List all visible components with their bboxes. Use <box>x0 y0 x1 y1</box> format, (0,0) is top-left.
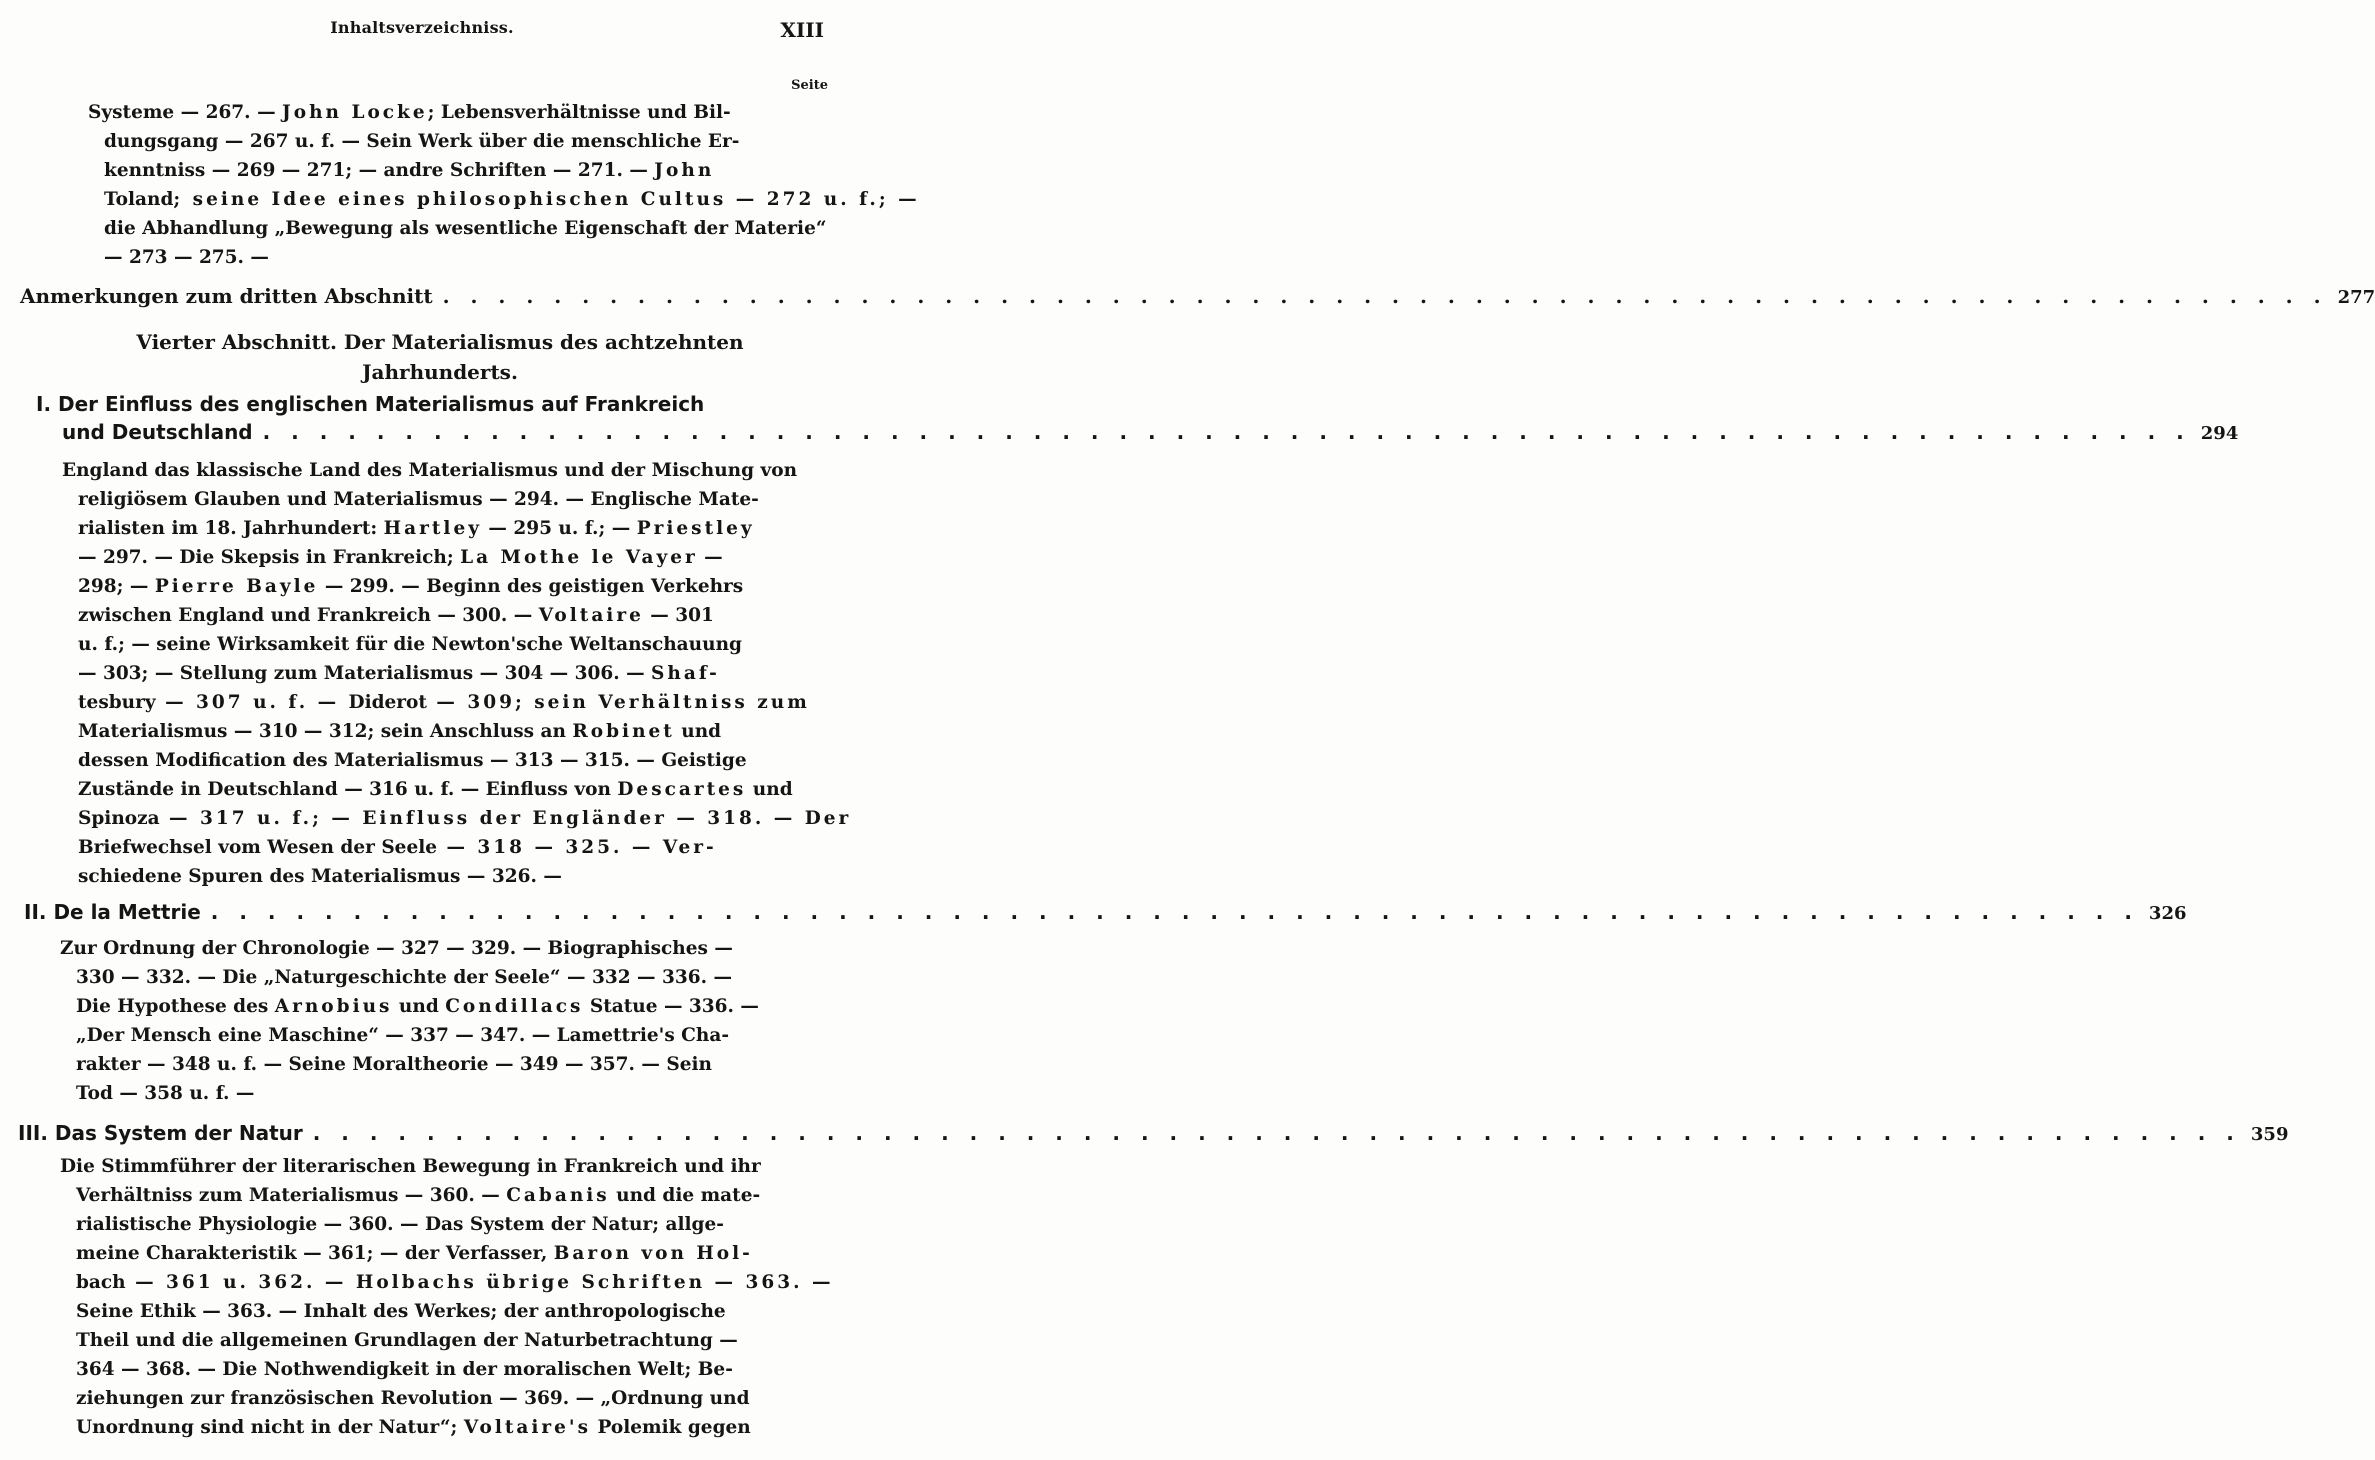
intro-paragraph <box>88 98 920 272</box>
emphasized-name: Shaf- <box>651 663 720 684</box>
text-line <box>62 630 770 659</box>
text-segment: — 297. — Die Skepsis in Frankreich; <box>78 547 461 568</box>
toc-entry-anmerkungen[interactable] <box>20 284 2375 308</box>
text-line <box>60 1268 834 1297</box>
text-segment: Toland <box>104 189 174 210</box>
text-segment: tesbury <box>78 692 156 713</box>
emphasized-name: Baron von Hol- <box>553 1243 753 1264</box>
text-segment: kenntniss — 269 — 271; — andre Schriften — 271. — <box>104 160 655 181</box>
toc-entry-label: III. Das System der Natur <box>18 1121 303 1145</box>
text-segment: Systeme — 267. — <box>88 102 283 123</box>
text-segment: 330 — 332. — Die „Naturgeschichte der Seele“ — 332 — 336. — <box>76 967 732 988</box>
text-segment: — <box>697 547 723 568</box>
emphasized-name: Voltaire's <box>463 1417 592 1438</box>
toc-entry-label: II. De la Mettrie <box>24 900 201 924</box>
text-line <box>88 214 827 243</box>
text-segment: „Der Mensch eine Maschine“ — 337 — 347. — Lamettrie's Cha- <box>76 1025 730 1046</box>
section-heading-line: Jahrhunderts. <box>362 360 518 384</box>
emphasized-name: Pierre Bayle <box>154 576 319 597</box>
text-segment: Verhältniss zum Materialismus — 360. — <box>76 1185 507 1206</box>
text-line <box>60 1384 764 1413</box>
text-line <box>62 746 770 775</box>
text-segment: und <box>746 779 793 800</box>
text-line <box>60 1079 764 1108</box>
emphasized-name: Priestley <box>636 518 755 539</box>
toc-entry-section-2[interactable] <box>24 900 2187 924</box>
text-segment: Statue — 336. — <box>583 996 759 1017</box>
text-line <box>88 127 770 156</box>
text-segment: Theil und die allgemeinen Grundlagen der Naturbetrachtung — <box>76 1330 738 1351</box>
emphasized-name: La Mothe le Vayer <box>460 547 698 568</box>
text-segment: zwischen England und Frankreich — 300. — <box>78 605 539 626</box>
emphasized-name: Robinet <box>572 721 675 742</box>
text-line <box>62 862 770 891</box>
text-line <box>60 934 764 963</box>
text-segment: schiedene Spuren des Materialismus — 326. — <box>78 866 562 887</box>
text-line <box>60 1021 764 1050</box>
text-line <box>62 572 770 601</box>
text-segment: 364 — 368. — Die Nothwendigkeit in der moralischen Welt; Be- <box>76 1359 733 1380</box>
text-segment: Briefwechsel vom Wesen der Seele <box>78 837 438 858</box>
toc-entry-page: 294 <box>2200 423 2239 444</box>
text-segment: England das klassische Land des Materialismus und der Mischung von <box>62 460 798 481</box>
running-head <box>0 18 844 46</box>
text-line <box>60 1050 764 1079</box>
text-segment: dungsgang — 267 u. f. — Sein Werk über die menschliche Er- <box>104 131 740 152</box>
toc-entry-section-3[interactable] <box>18 1121 2289 1145</box>
text-segment: religiösem Glauben und Materialismus — 294. — Englische Mate- <box>78 489 759 510</box>
text-line <box>62 688 810 717</box>
text-segment: und <box>674 721 722 742</box>
text-segment: — 273 — 275. — <box>104 247 269 268</box>
leader-dots <box>211 900 2139 924</box>
text-line <box>62 804 852 833</box>
section-2-summary <box>60 934 764 1108</box>
text-line <box>88 243 770 272</box>
text-line <box>62 485 770 514</box>
section-heading-line: Vierter Abschnitt. Der Materialismus des achtzehnten <box>136 330 744 354</box>
text-segment: u. f.; — seine Wirksamkeit für die Newton'sche Weltanschauung <box>78 634 742 655</box>
text-segment: Die Hypothese des <box>76 996 275 1017</box>
text-segment: Zustände in Deutschland — 316 u. f. — Einfluss von <box>78 779 618 800</box>
leader-dots <box>313 1121 2241 1145</box>
text-line <box>62 717 770 746</box>
text-line <box>60 1326 764 1355</box>
text-segment: Die Stimmführer der literarischen Bewegung in Frankreich und ihr <box>60 1156 761 1177</box>
emphasized-name: — 309; sein Verhältniss zum <box>426 692 810 713</box>
text-line <box>60 1152 764 1181</box>
text-line <box>62 514 770 543</box>
leader-dots <box>263 420 2191 444</box>
text-segment: und <box>392 996 446 1017</box>
text-line <box>60 992 764 1021</box>
text-line <box>88 156 770 185</box>
text-line <box>62 833 770 862</box>
text-line <box>62 775 793 804</box>
text-segment: und die mate- <box>609 1185 761 1206</box>
emphasized-name: ; seine Idee eines philosophischen Cultus — 272 u. f.; — <box>173 189 920 210</box>
text-segment: — 301 <box>643 605 714 626</box>
toc-entry-page: 359 <box>2250 1124 2289 1145</box>
text-segment: rakter — 348 u. f. — Seine Moraltheorie — 349 — 357. — Sein <box>76 1054 712 1075</box>
toc-entry-label: und Deutschland <box>62 420 253 444</box>
text-segment: Tod — 358 u. f. — <box>76 1083 255 1104</box>
text-line <box>60 1181 764 1210</box>
text-line <box>62 543 770 572</box>
emphasized-name: Condillacs <box>445 996 584 1017</box>
text-line <box>60 1239 764 1268</box>
text-line <box>62 456 798 485</box>
text-line <box>60 1355 764 1384</box>
emphasized-name: — 318 — 325. — Ver- <box>437 837 717 858</box>
text-segment: 298; — <box>78 576 155 597</box>
section-1-summary <box>62 456 852 891</box>
text-line <box>60 1210 764 1239</box>
section-3-summary <box>60 1152 834 1442</box>
emphasized-name: Cabanis <box>506 1185 610 1206</box>
text-segment: Zur Ordnung der Chronologie — 327 — 329. — Biographisches — <box>60 938 733 959</box>
emphasized-name: Descartes <box>617 779 747 800</box>
emphasized-name: John Locke <box>282 102 428 123</box>
toc-entry-page: 326 <box>2148 903 2187 924</box>
text-segment: bach <box>76 1272 126 1293</box>
text-segment: Seine Ethik — 363. — Inhalt des Werkes; der anthropologische <box>76 1301 726 1322</box>
text-line <box>60 1297 764 1326</box>
toc-entry-page: 277 <box>2337 287 2375 308</box>
running-title: Inhaltsverzeichniss. <box>330 18 514 37</box>
text-segment: dessen Modification des Materialismus — 313 — 315. — Geistige <box>78 750 747 771</box>
emphasized-name: — 361 u. 362. — Holbachs übrige Schriften — 363. — <box>125 1272 834 1293</box>
emphasized-name: Voltaire <box>538 605 644 626</box>
text-segment: Materialismus — 310 — 312; sein Anschluss an <box>78 721 573 742</box>
emphasized-name: — 307 u. f. — <box>155 692 349 713</box>
text-segment: — 303; — Stellung zum Materialismus — 304 — 306. — <box>78 663 652 684</box>
text-segment: Diderot <box>348 692 427 713</box>
text-segment: — 299. — Beginn des geistigen Verkehrs <box>318 576 744 597</box>
text-line <box>62 601 770 630</box>
emphasized-name: Hartley <box>383 518 482 539</box>
text-segment: rialistische Physiologie — 360. — Das System der Natur; allge- <box>76 1214 724 1235</box>
text-line <box>60 1413 764 1442</box>
emphasized-name: Arnobius <box>274 996 393 1017</box>
emphasized-name: — 317 u. f.; — Einfluss der Engländer — 318. — Der <box>159 808 852 829</box>
text-segment: rialisten im 18. Jahrhundert: <box>78 518 384 539</box>
text-line <box>88 98 770 127</box>
toc-entry-label: Anmerkungen zum dritten Abschnitt <box>20 284 433 308</box>
seite-label: Seite <box>791 78 828 93</box>
text-segment: ; Lebensverhältnisse und Bil- <box>427 102 731 123</box>
text-line <box>62 659 770 688</box>
text-segment: Unordnung sind nicht in der Natur“; <box>76 1417 464 1438</box>
text-segment: ziehungen zur französischen Revolution — 369. — „Ordnung und <box>76 1388 750 1409</box>
text-segment: Spinoza <box>78 808 160 829</box>
text-segment: die Abhandlung „Bewegung als wesentliche Eigenschaft der Materie“ <box>104 218 827 239</box>
text-line <box>88 185 920 214</box>
page-number: XIII <box>780 18 824 42</box>
text-segment: Polemik gegen <box>591 1417 751 1438</box>
emphasized-name: John <box>654 160 715 181</box>
text-segment: meine Charakteristik — 361; — der Verfasser, <box>76 1243 554 1264</box>
leader-dots <box>443 284 2328 308</box>
chapter-title-line: I. Der Einfluss des englischen Materialismus auf Frankreich <box>36 392 705 416</box>
text-segment: — 295 u. f.; — <box>481 518 637 539</box>
text-line <box>60 963 764 992</box>
toc-entry-section-1[interactable] <box>62 420 2239 444</box>
